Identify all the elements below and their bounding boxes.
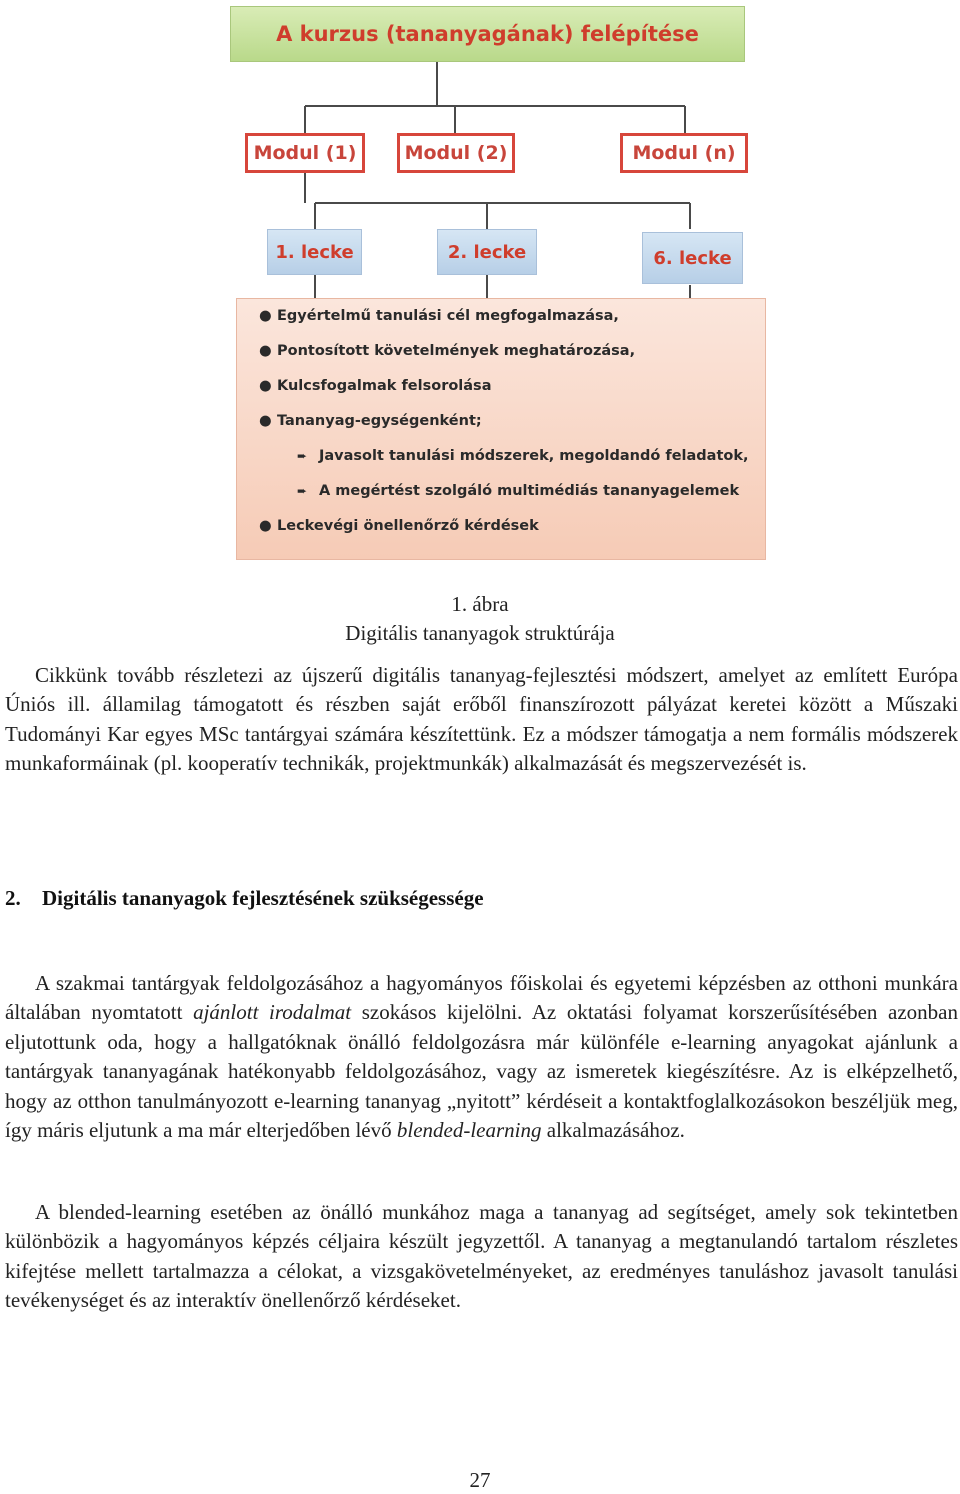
paragraph-blended-learning: A blended-learning esetében az önálló munkához maga a tananyag ad segítséget, amely sok tekintetben különbözik a hagyományos képzés céljaira készült jegyzettől. A tananyag a megtanulandó tartalom részletes kifejtése mellett tartalmazza a célokat, a vizsgakövetelményeket, az eredményes tanuláshoz javasolt tanulási tevékenységet és az interaktív önellenőrző kérdéseket.	[5, 1200, 958, 1313]
course-structure-diagram	[0, 0, 960, 580]
bullet-icon: ●	[259, 378, 272, 394]
section-number: 2.	[5, 886, 21, 910]
figure-caption-title: Digitális tananyagok struktúrája	[345, 621, 615, 645]
paragraph-intro: Cikkünk tovább részletezi az újszerű digitális tananyag-fejlesztési módszert, amelyet az említett Európa Úniós ill. államilag támogatott és részben saját erőből finanszírozott pályázat keretei között a Műszaki Tudományi Kar egyes MSc tantárgyai számára készítettünk. Ez a módszer támogatja a nem formális módszerek munkaformáinak (pl. kooperatív technikák, projektmunkák) alkalmazását és megszervezését is.	[5, 663, 958, 776]
bullet-icon: ●	[259, 308, 272, 324]
content-item: ● Leckevégi önellenőrző kérdések	[259, 518, 539, 534]
italic-blended-learning: blended-learning	[396, 1118, 542, 1143]
module-box-1: Modul (1)	[245, 133, 365, 173]
content-item: ● Egyértelmű tanulási cél megfogalmazása,	[259, 308, 619, 324]
italic-recommended-literature: ajánlott irodalmat	[193, 1000, 352, 1025]
figure-caption-number: 1. ábra	[451, 592, 509, 616]
lesson-content-list	[259, 307, 765, 552]
content-item: ● Pontosított követelmények meghatározása,	[259, 343, 636, 359]
bullet-icon: ●	[259, 518, 272, 534]
section-title: Digitális tananyagok fejlesztésének szükségessége	[42, 886, 484, 910]
content-subitem: ➨ Javasolt tanulási módszerek, megoldandó feladatok,	[297, 448, 749, 464]
content-item: ● Tananyag-egységenként;	[259, 413, 482, 429]
module-box-2: Modul (2)	[397, 133, 515, 173]
diagram-title-box: A kurzus (tananyagának) felépítése	[230, 6, 745, 62]
content-item: ● Kulcsfogalmak felsorolása	[259, 378, 492, 394]
page-number: 27	[469, 1468, 491, 1492]
paragraph-necessity: A szakmai tantárgyak feldolgozásához a hagyományos főiskolai és egyetemi képzésben az otthoni munkára általában nyomtatott ajánlott irodalmat szokásos kijelölni. Az oktatási folyamat korszerűsítésében azonban eljutottunk oda, hogy a hallgatóknak önálló feldolgozásra már különféle e-learning anyagokat ajánlunk a tantárgyak tananyagának hatékonyabb feldolgozásához, vagy az ismeretek kiegészítésre. Az is elképzelhető, hogy az otthon tanulmányozott e-learning tananyag „nyitott” kérdéseit a kontaktfoglalkozásokon beszéljük meg, így máris eljutunk a ma már elterjedőben lévő blended-learning alkalmazásához.	[5, 971, 958, 1143]
content-subitem: ➨ A megértést szolgáló multimédiás tananyagelemek	[297, 483, 740, 499]
arrow-bullet-icon: ➨	[297, 484, 308, 498]
arrow-bullet-icon: ➨	[297, 449, 308, 463]
bullet-icon: ●	[259, 343, 272, 359]
lesson-box-6: 6. lecke	[642, 232, 743, 284]
module-box-n: Modul (n)	[620, 133, 748, 173]
lesson-content-box	[236, 298, 766, 560]
bullet-icon: ●	[259, 413, 272, 429]
section-heading	[5, 886, 484, 911]
lesson-box-1: 1. lecke	[267, 229, 362, 275]
lesson-box-2: 2. lecke	[437, 229, 537, 275]
